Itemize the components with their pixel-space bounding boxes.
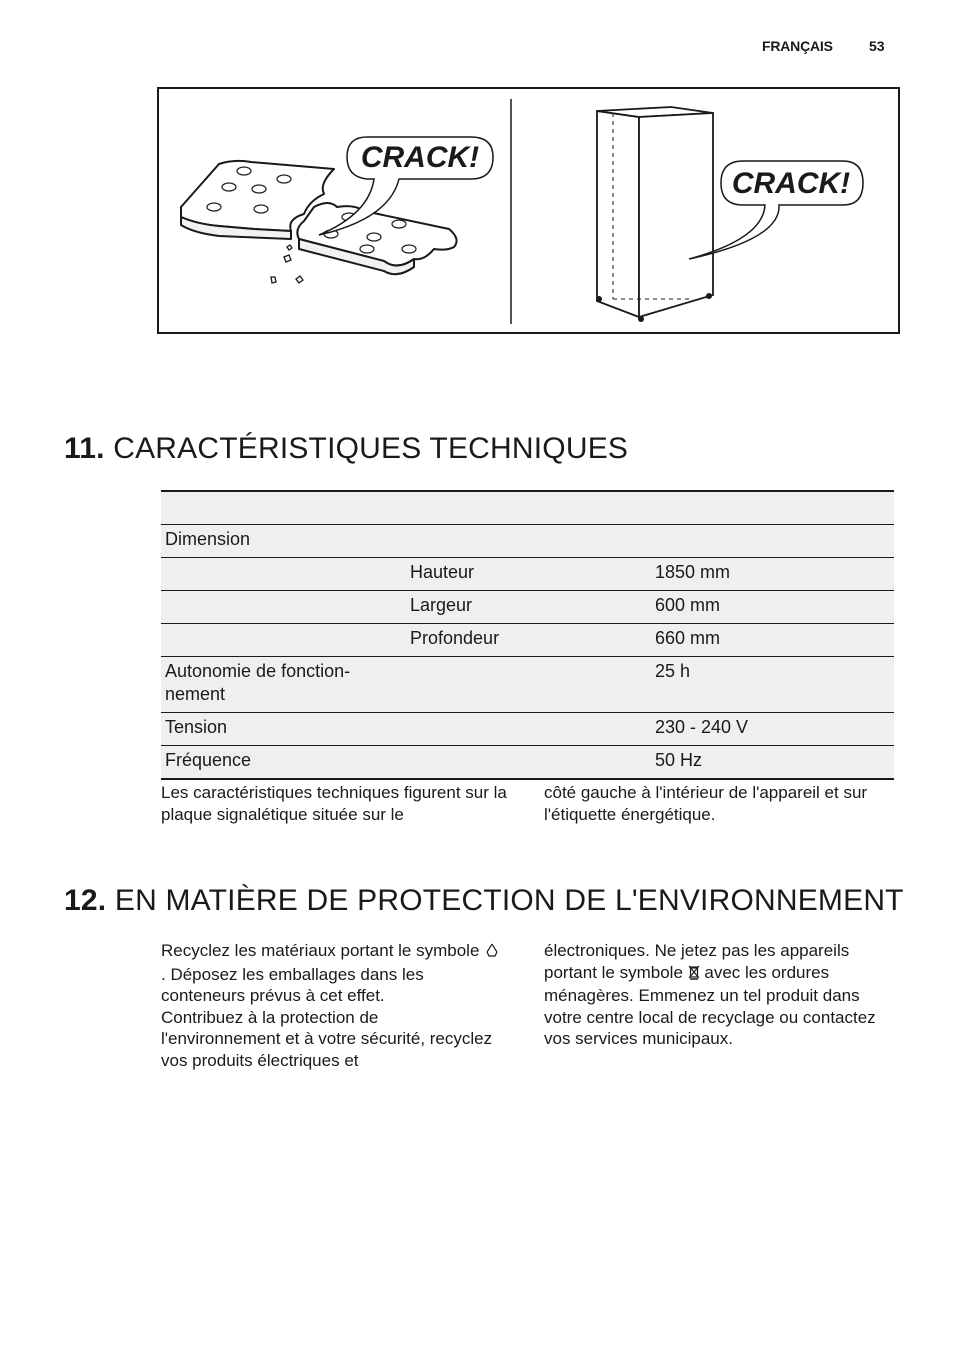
- recycle-icon: [484, 942, 500, 964]
- row-sublabel: [406, 525, 651, 558]
- crossed-bin-icon: [688, 964, 700, 986]
- row-value: 600 mm: [651, 591, 894, 624]
- row-label: Autonomie de fonction-nement: [161, 657, 406, 713]
- table-row: [161, 558, 894, 591]
- table-row: [161, 624, 894, 657]
- row-value: 25 h: [651, 657, 894, 713]
- crack-caption-left: CRACK!: [360, 141, 480, 174]
- illustration-frame: [157, 87, 900, 334]
- crack-illustration: [159, 89, 898, 332]
- recycle-text-second: Contribuez à la protection de l'environnement et à votre sécurité, recyclez vos produits électriques et: [161, 1007, 493, 1070]
- row-value: 230 - 240 V: [651, 713, 894, 746]
- row-value: 50 Hz: [651, 746, 894, 780]
- row-sublabel: [406, 746, 651, 780]
- page-number: 53: [869, 38, 885, 54]
- crack-caption-right: CRACK!: [731, 167, 851, 200]
- row-value: [651, 525, 894, 558]
- row-sublabel: [406, 657, 651, 713]
- environment-text-right: [544, 940, 884, 1050]
- specs-note-left: Les caractéristiques techniques figurent sur la plaque signalétique située sur le: [161, 783, 507, 824]
- section-11-heading: [64, 432, 628, 466]
- environment-text-left: [161, 940, 501, 1071]
- table-row: [161, 525, 894, 558]
- row-sublabel: Profondeur: [406, 624, 651, 657]
- row-sublabel: Hauteur: [406, 558, 651, 591]
- row-sublabel: [406, 713, 651, 746]
- table-row: [161, 746, 894, 780]
- row-sublabel: Largeur: [406, 591, 651, 624]
- row-label: [161, 591, 406, 624]
- table-row: [161, 657, 894, 713]
- section-12-heading: [64, 884, 904, 918]
- disposal-text-end: avec les ordures ménagères. Emmenez un tel produit dans votre centre local de recyclage ou contactez vos services municipaux.: [544, 962, 876, 1048]
- row-label: Dimension: [161, 525, 406, 558]
- specs-note-right: côté gauche à l'intérieur de l'appareil et sur l'étiquette énergétique.: [544, 783, 868, 824]
- header-language: FRANÇAIS: [762, 38, 833, 54]
- section-12-title: EN MATIÈRE DE PROTECTION DE L'ENVIRONNEMENT: [114, 884, 904, 917]
- row-value: 660 mm: [651, 624, 894, 657]
- row-value: 1850 mm: [651, 558, 894, 591]
- appliance-icon: [597, 107, 713, 317]
- recycle-text-end: . Déposez les emballages dans les conteneurs prévus à cet effet.: [161, 964, 424, 1005]
- section-12-number: 12.: [64, 884, 107, 917]
- table-row: [161, 591, 894, 624]
- row-label: Tension: [161, 713, 406, 746]
- table-header-row: [161, 491, 894, 525]
- row-label: Fréquence: [161, 746, 406, 780]
- table-row: [161, 713, 894, 746]
- disposal-text-start: électroniques. Ne jetez pas les appareils portant le symbole: [544, 941, 850, 982]
- section-11-number: 11.: [64, 432, 105, 465]
- row-label: [161, 624, 406, 657]
- section-11-title: CARACTÉRISTIQUES TECHNIQUES: [113, 432, 629, 465]
- recycle-text-start: Recyclez les matériaux portant le symbole: [161, 941, 480, 960]
- specs-table: [161, 490, 894, 780]
- row-label: [161, 558, 406, 591]
